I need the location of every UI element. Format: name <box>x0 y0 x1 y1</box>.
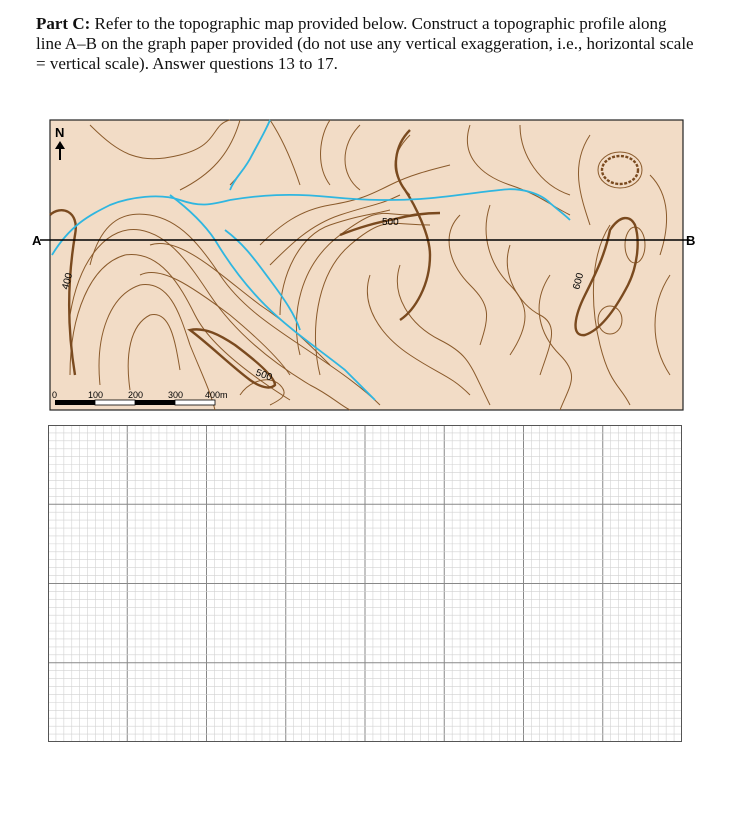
graph-paper[interactable] <box>48 425 682 742</box>
map-land <box>50 120 683 410</box>
part-label: Part C: <box>36 14 91 33</box>
scale-label-0: 0 <box>52 390 58 400</box>
scale-label-100: 100 <box>88 390 104 400</box>
topographic-map <box>30 115 698 415</box>
north-label: N <box>55 125 65 140</box>
scale-label-400m: 400m <box>205 390 228 400</box>
point-b-label: B <box>686 233 696 248</box>
contour-label-500-top: 500 <box>382 217 399 228</box>
contour-label-600: 600 <box>571 271 587 291</box>
point-a-label: A <box>32 233 42 248</box>
scale-label-300: 300 <box>168 390 184 400</box>
contour-label-400: 400 <box>60 271 76 291</box>
contour-label-500-bottom: 500 <box>253 367 274 384</box>
instructions-text: Refer to the topographic map provided below. Construct a topographic profile along line A–B on the graph paper provided (do not use any vertical exaggeration, i.e., horizontal scale = vertical scale). Answer questions 13 to 17. <box>36 14 694 73</box>
instructions-paragraph <box>36 14 696 74</box>
scale-bar <box>55 400 215 405</box>
graph-paper-grid <box>48 425 682 742</box>
scale-label-200: 200 <box>128 390 144 400</box>
